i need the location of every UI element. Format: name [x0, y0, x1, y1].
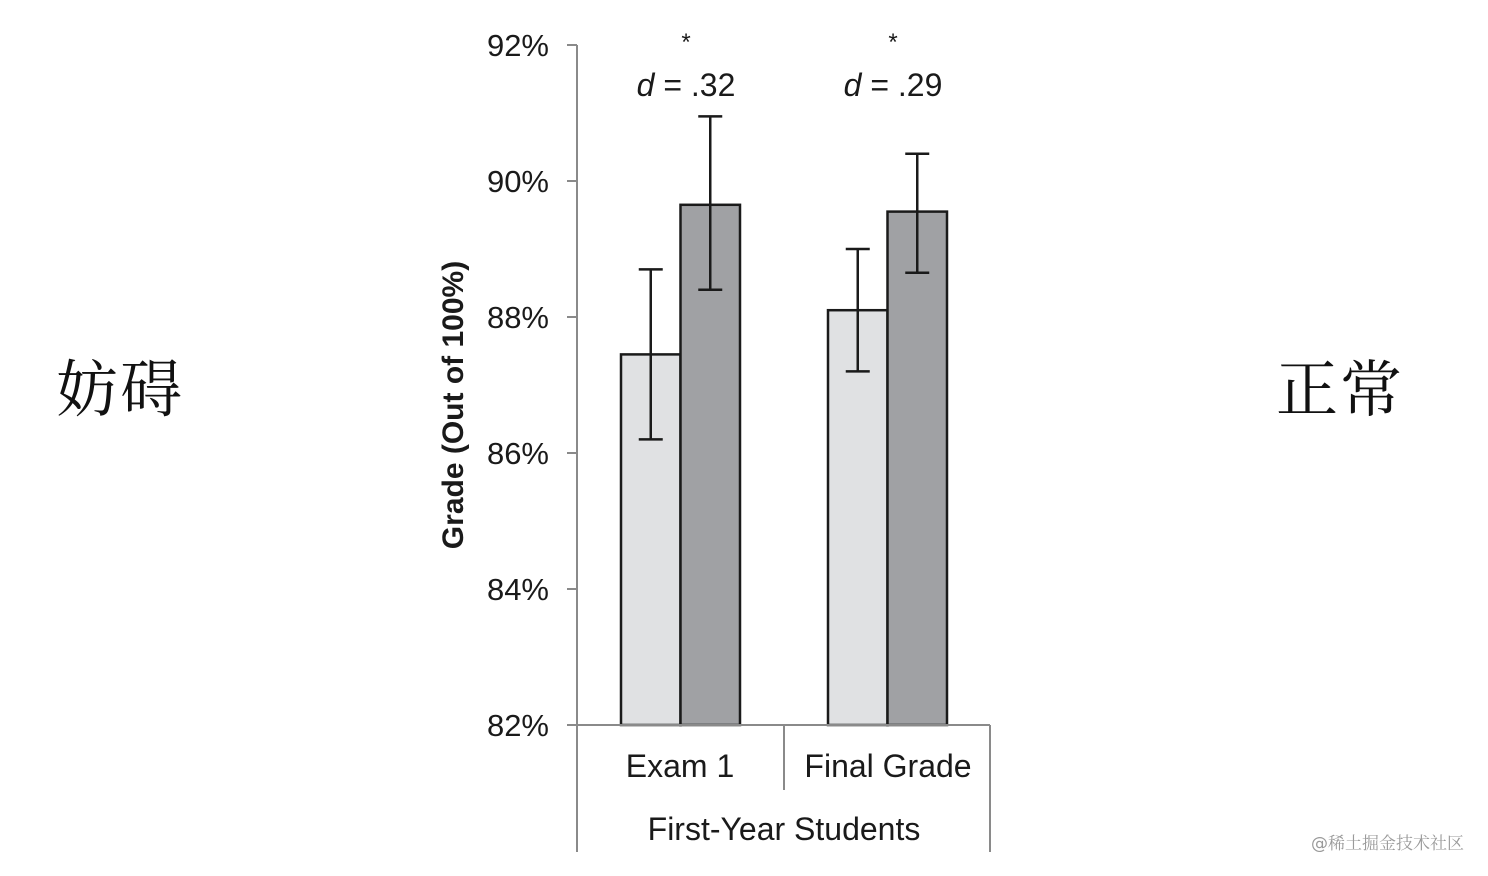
bar: [888, 212, 948, 725]
y-tick-label: 88%: [486, 300, 549, 335]
x-category-label: Final Grade: [804, 748, 972, 784]
label-right: 正常: [1276, 353, 1405, 426]
significance-star: *: [888, 29, 898, 56]
effect-size-label: d = .29: [843, 67, 943, 103]
y-tick-label: 84%: [486, 572, 549, 607]
y-tick-label: 90%: [486, 164, 549, 199]
x-categories: [626, 748, 972, 784]
y-tick-label: 86%: [486, 436, 549, 471]
label-left: 妨碍: [56, 353, 185, 426]
x-axis-label: First-Year Students: [647, 811, 921, 847]
significance-star: *: [681, 29, 691, 56]
y-tick-label: 82%: [486, 708, 549, 743]
y-axis-label: Grade (Out of 100%): [437, 260, 470, 550]
x-category-label: Exam 1: [625, 748, 735, 784]
effect-size-label: d = .32: [636, 67, 736, 103]
watermark: @稀土掘金技术社区: [1311, 834, 1464, 854]
annotations: [637, 29, 943, 103]
y-tick-label: 92%: [486, 28, 549, 63]
bars-layer: [621, 116, 947, 725]
y-ticks: [487, 28, 577, 743]
